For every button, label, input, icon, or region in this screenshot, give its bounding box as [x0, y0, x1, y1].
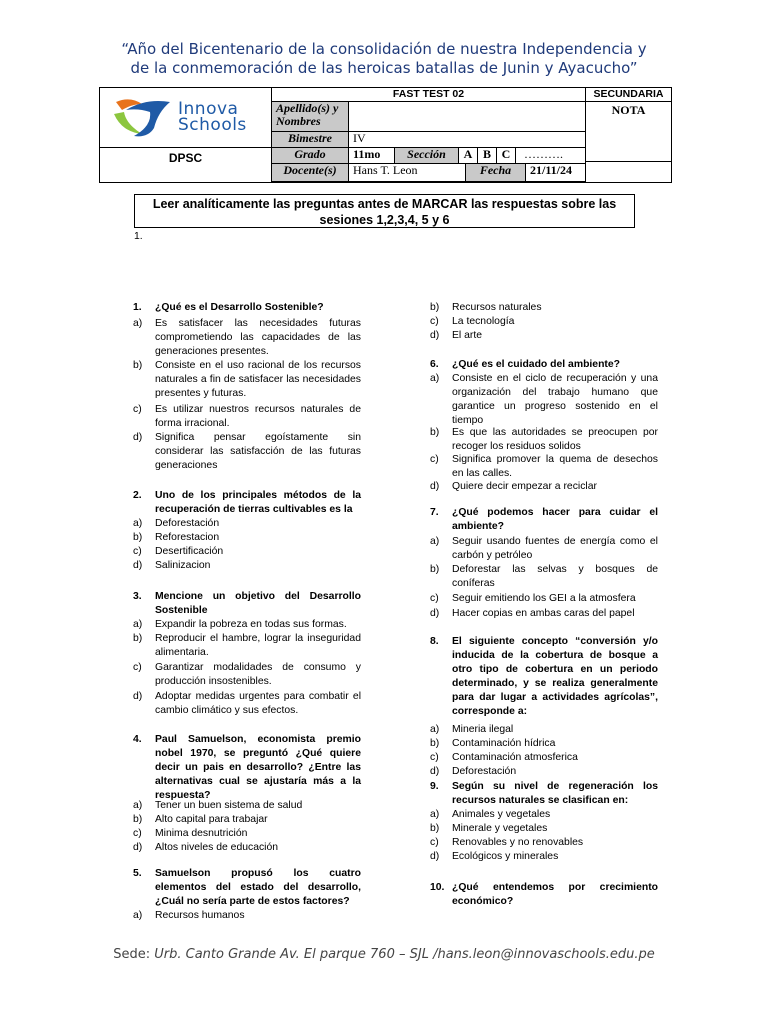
instructions-box: Leer analíticamente las preguntas antes de MARCAR las respuestas sobre las sesiones 1,2,3,4, 5 y 6 — [134, 194, 635, 228]
option[interactable] — [133, 403, 361, 431]
option-text: Es utilizar nuestros recursos naturales de forma irracional. — [155, 404, 361, 429]
option-text: Deforestar las selvas y bosques de coníferas — [452, 564, 658, 589]
option-text: El arte — [452, 330, 483, 341]
option-letter: c) — [430, 316, 439, 327]
fecha-value: 21/11/24 — [525, 163, 586, 182]
q-number: 6. — [430, 359, 439, 370]
question-4 — [133, 733, 361, 803]
question-7 — [430, 506, 658, 534]
q-text: ¿Qué es el Desarrollo Sostenible? — [155, 302, 324, 313]
option-text: Reforestacion — [155, 532, 220, 543]
option[interactable] — [430, 535, 658, 563]
question-2 — [133, 489, 361, 517]
option-letter: b) — [133, 633, 143, 644]
q-number: 5. — [133, 868, 142, 879]
option-text: Garantizar modalidades de consumo y producción insostenibles. — [155, 662, 361, 687]
option[interactable] — [133, 632, 361, 660]
option[interactable] — [430, 426, 658, 454]
q-number: 8. — [430, 636, 439, 647]
option[interactable] — [430, 737, 658, 751]
option-letter: b) — [430, 738, 440, 749]
option-text: Hacer copias en ambas caras del papel — [452, 608, 635, 619]
option[interactable] — [430, 563, 658, 591]
option-text: Minerale y vegetales — [452, 823, 548, 834]
option[interactable] — [133, 799, 361, 813]
nota-label: NOTA — [611, 103, 646, 117]
option[interactable] — [430, 301, 658, 315]
option-letter: a) — [430, 809, 440, 820]
option-text: Seguir emitiendo los GEI a la atmosfera — [452, 593, 636, 604]
q-text: Según su nivel de regeneración los recursos naturales se clasifican en: — [452, 781, 658, 806]
option-letter: a) — [133, 318, 143, 329]
option-text: La tecnología — [452, 316, 515, 327]
option-letter: b) — [430, 823, 440, 834]
option-letter: a) — [133, 910, 143, 921]
option-letter: c) — [133, 662, 142, 673]
test-title: FAST TEST 02 — [271, 87, 586, 102]
option-letter: b) — [133, 360, 143, 371]
option[interactable] — [133, 661, 361, 689]
section-a-option[interactable]: A — [458, 147, 478, 164]
q-text: Samuelson propusó los cuatro elementos del estado del desarrollo, ¿Cuál no sería parte de estos factores? — [155, 868, 361, 907]
option-text: Recursos naturales — [452, 302, 542, 313]
option[interactable] — [133, 909, 361, 923]
option[interactable] — [133, 317, 361, 359]
bimestre-value: IV — [348, 131, 586, 148]
footer — [0, 947, 768, 962]
grado-value: 11mo — [348, 147, 395, 164]
option[interactable] — [133, 827, 361, 841]
option-letter: d) — [430, 330, 440, 341]
option-text: Desertificación — [155, 546, 224, 557]
q-text: El siguiente concepto “conversión y/o inducida de la cobertura de bosque a otro tipo de cobertura en un periodo determinado, y se realiza generalmente para dar lugar a actividades agrícolas”, corresponde a: — [452, 636, 658, 717]
option-letter: d) — [430, 851, 440, 862]
option[interactable] — [430, 315, 658, 329]
option-letter: d) — [133, 842, 143, 853]
option-letter: d) — [430, 608, 440, 619]
section-c-option[interactable]: C — [496, 147, 516, 164]
option-text: Expandir la pobreza en todas sus formas. — [155, 619, 347, 630]
option-text: Animales y vegetales — [452, 809, 551, 820]
q-number: 1. — [133, 302, 142, 313]
option[interactable] — [133, 841, 361, 855]
option-letter: d) — [430, 766, 440, 777]
option[interactable] — [133, 517, 361, 531]
option-text: Salinizacion — [155, 560, 211, 571]
option-letter: b) — [430, 427, 440, 438]
option[interactable] — [430, 850, 658, 864]
q-number: 7. — [430, 507, 439, 518]
option-letter: d) — [133, 560, 143, 571]
option-letter: b) — [133, 532, 143, 543]
option-text: Contaminación atmosferica — [452, 752, 578, 763]
q-number: 4. — [133, 734, 142, 745]
option-letter: c) — [133, 404, 142, 415]
q-text: ¿Qué entendemos por crecimiento económico? — [452, 882, 658, 907]
option-letter: c) — [430, 593, 439, 604]
option-text: Quiere decir empezar a reciclar — [452, 481, 597, 492]
docente-value: Hans T. Leon — [348, 163, 466, 182]
nota-box[interactable] — [585, 101, 672, 162]
bimestre-label: Bimestre — [271, 131, 349, 148]
option[interactable] — [430, 607, 658, 621]
option-text: Minima desnutrición — [155, 828, 248, 839]
option-text: Deforestación — [155, 518, 220, 529]
option-text: Es satisfacer las necesidades futuras comprometiendo las capacidades de las generaciones presentes. — [155, 318, 361, 357]
option-text: Seguir usando fuentes de energía como el carbón y petróleo — [452, 536, 658, 561]
option[interactable] — [430, 836, 658, 850]
option-text: Recursos humanos — [155, 910, 245, 921]
option-letter: a) — [430, 373, 440, 384]
option-letter: d) — [133, 691, 143, 702]
motto-line-1: “Año del Bicentenario de la consolidación de nuestra Independencia y — [121, 40, 647, 58]
option-letter: a) — [430, 724, 440, 735]
question-6 — [430, 358, 658, 372]
option-letter: d) — [133, 432, 143, 443]
stray-number: 1. — [134, 231, 143, 242]
option[interactable] — [430, 723, 658, 737]
option-letter: d) — [430, 481, 440, 492]
innova-schools-logo-icon — [112, 94, 172, 140]
option[interactable] — [430, 751, 658, 765]
grado-label: Grado — [271, 147, 349, 164]
motto-line-2: de la conmemoración de las heroicas batallas de Junin y Ayacucho” — [130, 59, 638, 77]
option-text: Significa promover la quema de desechos en las calles. — [452, 454, 658, 479]
option-letter: b) — [430, 302, 440, 313]
option-text: Es que las autoridades se preocupen por recoger los residuos solidos — [452, 427, 658, 452]
option-text: Reproducir el hambre, lograr la inseguridad alimentaria. — [155, 633, 361, 658]
question-5 — [133, 867, 361, 909]
option[interactable] — [133, 431, 361, 473]
option-text: Contaminación hídrica — [452, 738, 556, 749]
option-text: Ecológicos y minerales — [452, 851, 559, 862]
option-text: Deforestación — [452, 766, 517, 777]
option[interactable] — [430, 453, 658, 481]
option-text: Adoptar medidas urgentes para combatir el cambio climático y sus efectos. — [155, 691, 361, 716]
q-text: Mencione un objetivo del Desarrollo Sostenible — [155, 591, 361, 616]
option-text: Renovables y no renovables — [452, 837, 584, 848]
option-letter: c) — [430, 454, 439, 465]
option[interactable] — [133, 359, 361, 401]
option-letter: a) — [133, 800, 143, 811]
apellido-field[interactable] — [348, 101, 586, 132]
option-letter: c) — [133, 546, 142, 557]
option-letter: c) — [430, 837, 439, 848]
option[interactable] — [430, 480, 658, 494]
q-text: ¿Qué es el cuidado del ambiente? — [452, 359, 621, 370]
option[interactable] — [133, 531, 361, 545]
docente-label: Docente(s) — [271, 163, 349, 182]
option[interactable] — [133, 618, 361, 632]
q-text: Uno de los principales métodos de la recuperación de tierras cultivables es la — [155, 490, 361, 515]
option-letter: a) — [430, 536, 440, 547]
level-label: SECUNDARIA — [585, 87, 672, 102]
option-letter: a) — [133, 619, 143, 630]
section-blank[interactable]: ………. — [515, 147, 586, 164]
q-number: 2. — [133, 490, 142, 501]
question-3 — [133, 590, 361, 618]
header-table — [99, 87, 672, 183]
option[interactable] — [430, 822, 658, 836]
seccion-label: Sección — [394, 147, 459, 164]
option[interactable] — [430, 372, 658, 428]
q-number: 9. — [430, 781, 439, 792]
option[interactable] — [133, 545, 361, 559]
question-8 — [430, 635, 658, 719]
option[interactable] — [430, 329, 658, 343]
option[interactable] — [430, 592, 658, 606]
logo-cell — [100, 88, 272, 148]
course-cell: DPSC — [100, 148, 272, 182]
option-letter: a) — [133, 518, 143, 529]
option[interactable] — [430, 808, 658, 822]
option-text: Alto capital para trabajar — [155, 814, 268, 825]
option[interactable] — [133, 813, 361, 827]
option[interactable] — [133, 690, 361, 718]
question-1 — [133, 301, 361, 315]
logo-text-schools: Schools — [178, 115, 247, 135]
option-text: Altos niveles de educación — [155, 842, 279, 853]
option-letter: b) — [133, 814, 143, 825]
question-10 — [430, 881, 658, 909]
q-number: 10. — [430, 882, 445, 893]
option-letter: b) — [430, 564, 440, 575]
option-letter: c) — [133, 828, 142, 839]
motto — [0, 40, 768, 78]
section-b-option[interactable]: B — [477, 147, 497, 164]
option-letter: c) — [430, 752, 439, 763]
option-text: Consiste en el ciclo de recuperación y una organización del trabajo humano que garantice un progreso sostenido en el tiempo — [452, 373, 658, 426]
footer-address: Urb. Canto Grande Av. El parque 760 – SJL /hans.leon@innovaschools.edu.pe — [154, 947, 655, 962]
q-text: Paul Samuelson, economista premio nobel 1970, se preguntó ¿Qué quiere decir un pais en desarrollo? ¿Entre las alternativas cual se ajustaría más a la respuesta? — [155, 734, 361, 801]
q-number: 3. — [133, 591, 142, 602]
apellido-label: Apellido(s) y Nombres — [271, 101, 349, 132]
option-text: Tener un buen sistema de salud — [155, 800, 303, 811]
footer-label: Sede: — [113, 947, 155, 962]
question-9 — [430, 780, 658, 808]
option[interactable] — [133, 559, 361, 573]
option[interactable] — [430, 765, 658, 779]
option-text: Significa pensar egoístamente sin considerar las satisfacción de las futuras generaciones — [155, 432, 361, 471]
fecha-label: Fecha — [465, 163, 526, 182]
option-text: Consiste en el uso racional de los recursos naturales a fin de satisfacer las necesidades presentes y futuras. — [155, 360, 361, 399]
q-text: ¿Qué podemos hacer para cuidar el ambiente? — [452, 507, 658, 532]
option-text: Mineria ilegal — [452, 724, 514, 735]
logo-text-innova: Innova — [178, 99, 239, 119]
